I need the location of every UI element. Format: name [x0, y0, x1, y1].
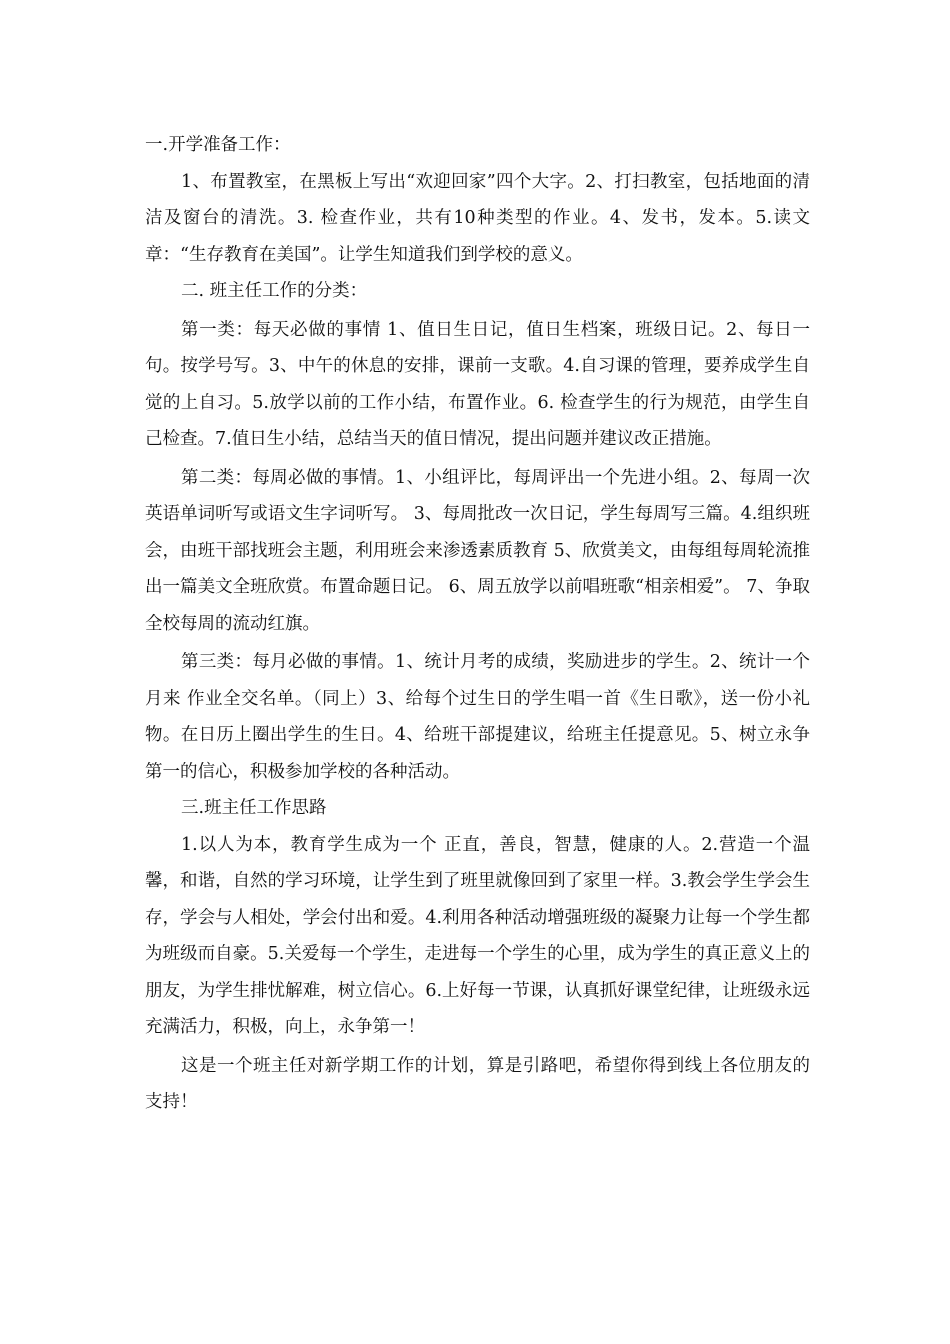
- document-page: [145, 127, 810, 1121]
- section-heading-classification: 二. 班主任工作的分类：: [181, 281, 368, 301]
- section-heading-approach: 三.班主任工作思路: [181, 798, 327, 818]
- paragraph-weekly-tasks: 第二类：每周必做的事情。1、小组评比，每周评出一个先进小组。2、每周一次英语单词听写或语文生字词听写。 3、每周批改一次日记，学生每周写三篇。4.组织班会，由班干部找班会主题，利用班会来渗透素质教育 5、欣赏美文，由每组每周轮流推出一篇美文全班欣赏。布置命题日记。 6、周五放学以前唱班歌“相亲相爱”。 7、争取全校每周的流动红旗。: [145, 467, 810, 634]
- paragraph-preparation-tasks: 1、布置教室，在黑板上写出“欢迎回家”四个大字。2、打扫教室，包括地面的清洁及窗台的清洗。3. 检查作业，共有10种类型的作业。4、发书，发本。5.读文章：“生存教育在美国”。让学生知道我们到学校的意义。: [145, 171, 810, 265]
- paragraph-approach-points: 1.以人为本，教育学生成为一个 正直，善良，智慧，健康的人。2.营造一个温馨，和谐，自然的学习环境，让学生到了班里就像回到了家里一样。3.教会学生学会生存，学会与人相处，学会付出和爱。4.利用各种活动增强班级的凝聚力让每一个学生都为班级而自豪。5.关爱每一个学生，走进每一个学生的心里，成为学生的真正意义上的朋友，为学生排忧解难，树立信心。6.上好每一节课，认真抓好课堂纪律，让班级永远充满活力，积极，向上，永争第一！: [145, 834, 810, 1037]
- paragraph-closing: 这是一个班主任对新学期工作的计划，算是引路吧，希望你得到线上各位朋友的支持！: [145, 1055, 810, 1112]
- section-heading-preparation: 一.开学准备工作：: [145, 135, 291, 155]
- paragraph-daily-tasks: 第一类：每天必做的事情 1、值日生日记，值日生档案，班级日记。2、每日一句。按学号写。3、中午的休息的安排，课前一支歌。4.自习课的管理，要养成学生自觉的上自习。5.放学以前的工作小结，布置作业。6. 检查学生的行为规范，由学生自己检查。7.值日生小结，总结当天的值日情况，提出问题并建议改正措施。: [145, 319, 810, 449]
- paragraph-monthly-tasks: 第三类：每月必做的事情。1、统计月考的成绩，奖励进步的学生。2、统计一个月来 作业全交名单。（同上）3、给每个过生日的学生唱一首《生日歌》，送一份小礼物。在日历上圈出学生的生日。4、给班干部提建议，给班主任提意见。5、树立永争第一的信心，积极参加学校的各种活动。: [145, 652, 810, 782]
